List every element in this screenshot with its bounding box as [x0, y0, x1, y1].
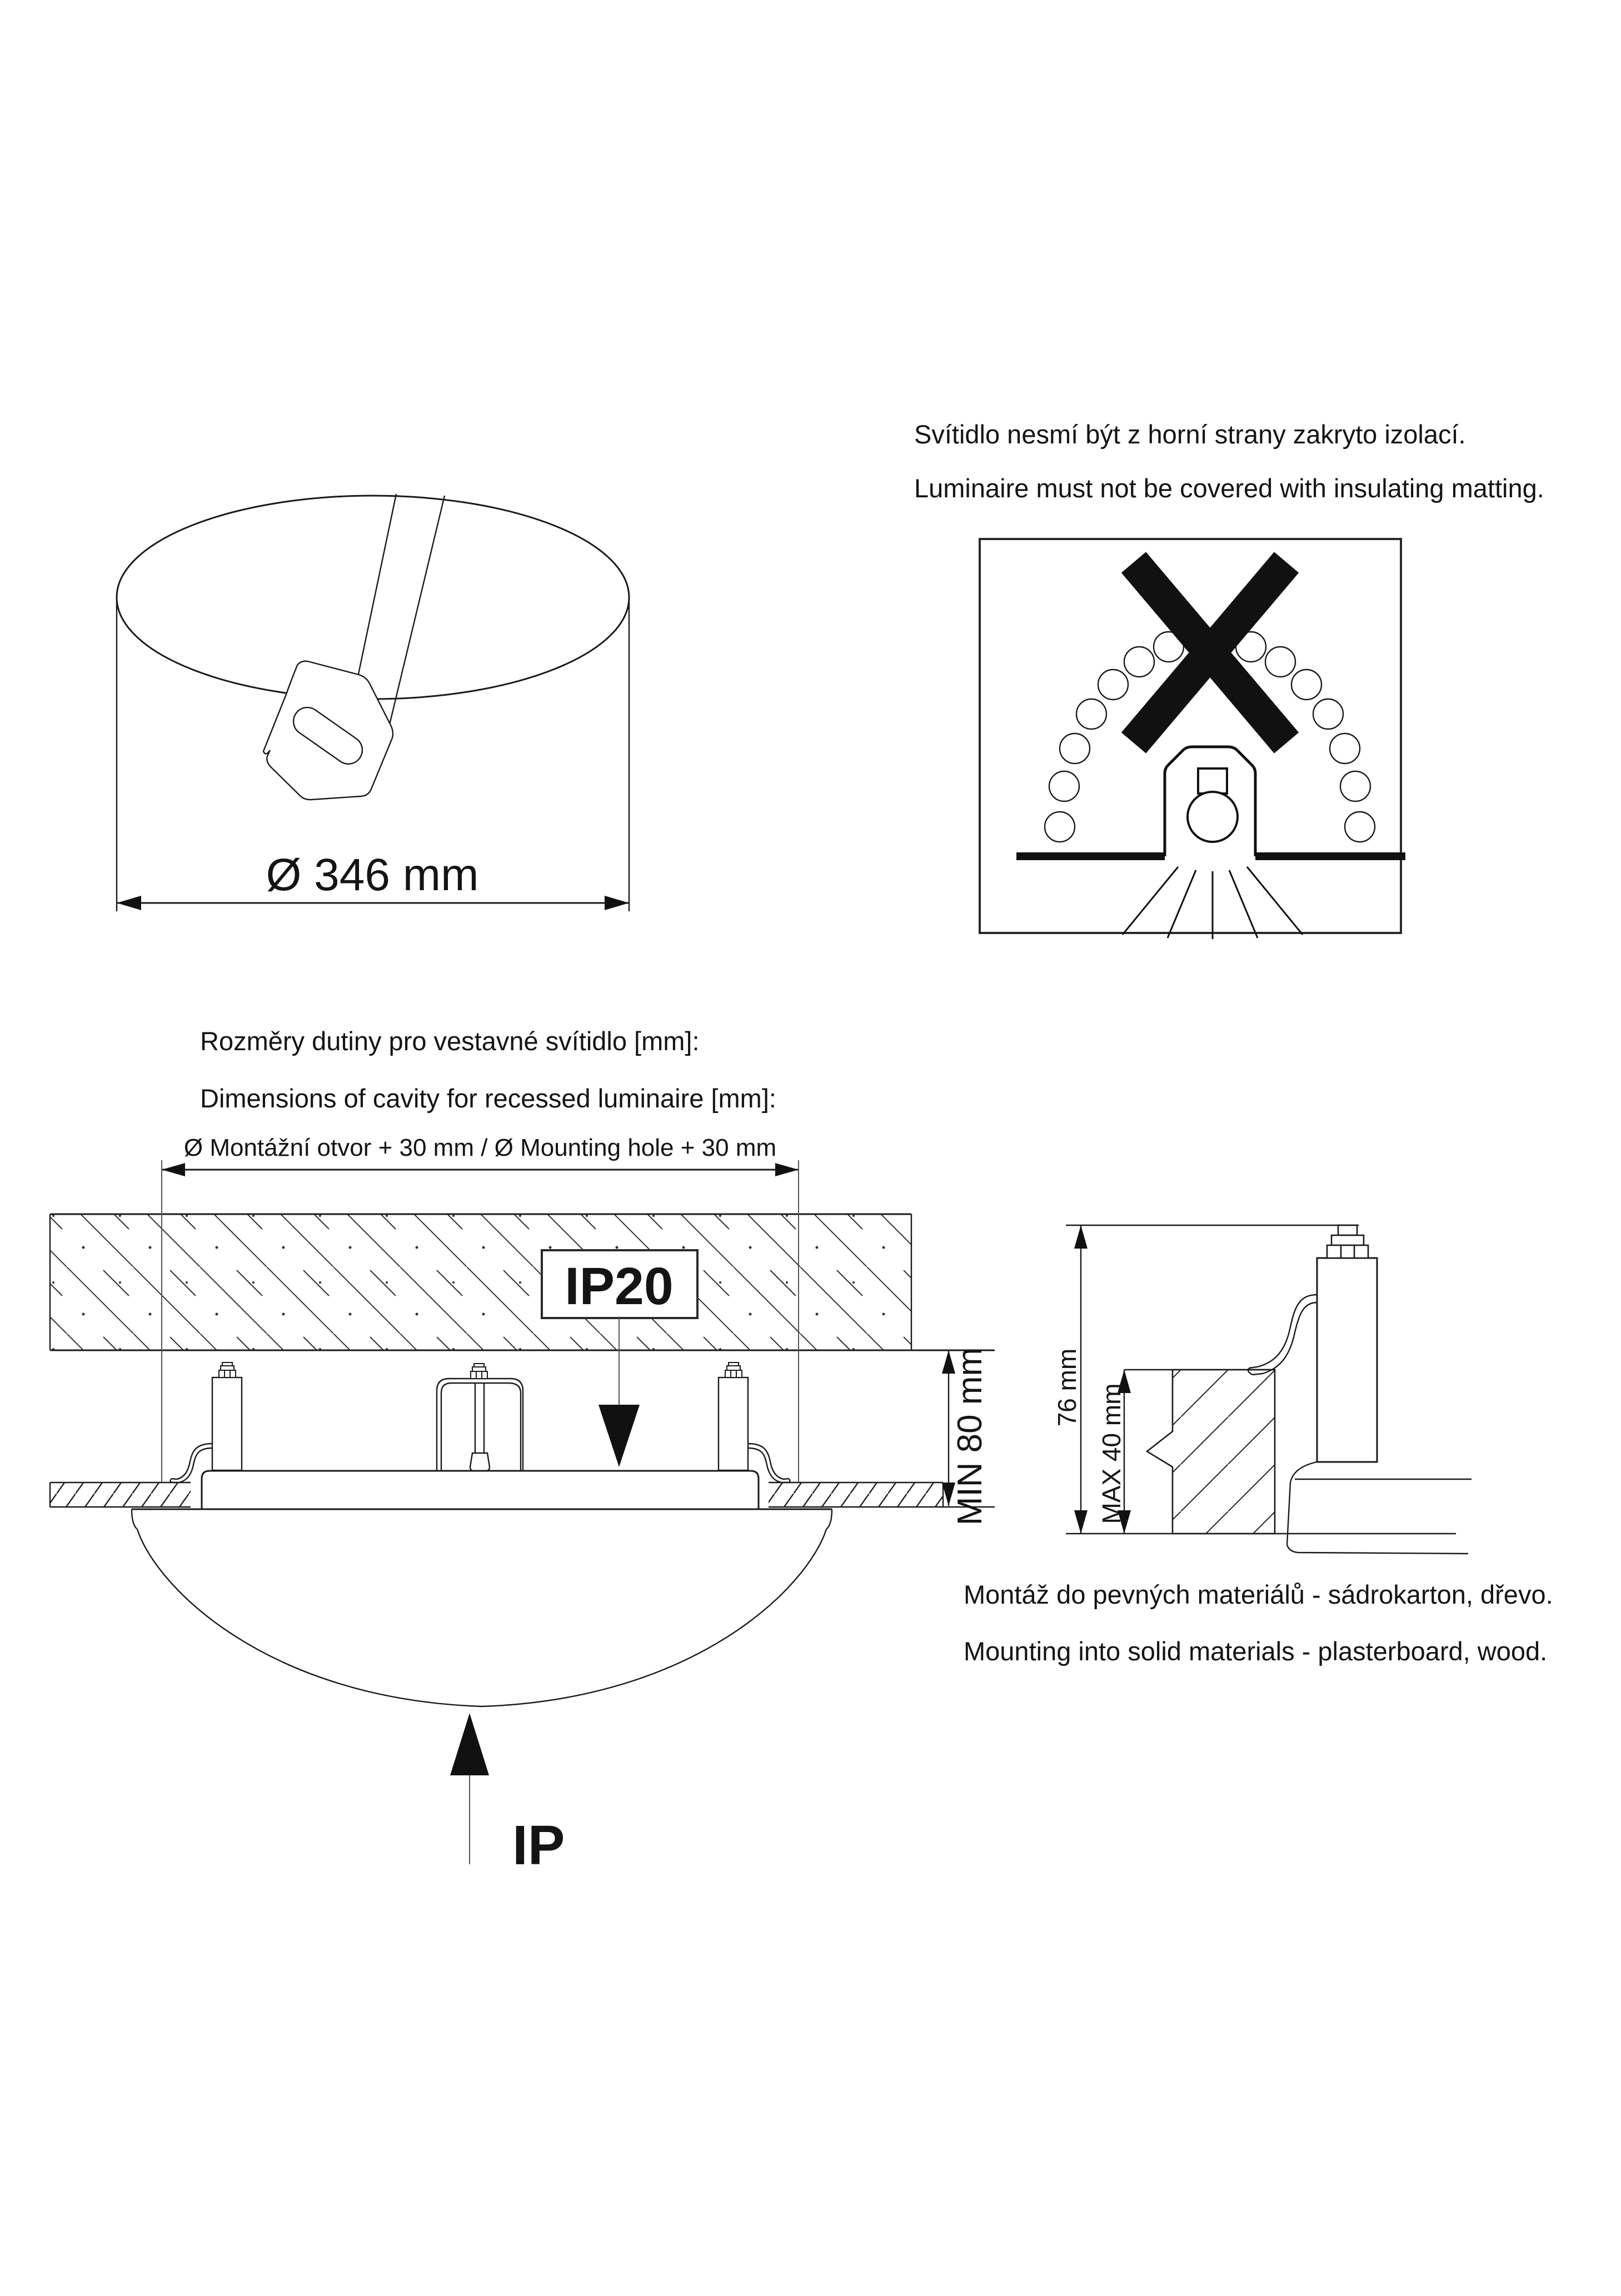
spring-clip-side — [1248, 1295, 1317, 1375]
luminaire-dome-outline — [117, 496, 629, 699]
panel-block — [1124, 1370, 1275, 1534]
diameter-dimension — [117, 850, 629, 910]
nut-stack-left — [219, 1362, 236, 1377]
luminaire-dome — [132, 1509, 832, 1706]
luminaire-side-profile — [1248, 1225, 1472, 1554]
panel-thickness-detail — [1053, 1225, 1472, 1554]
screw-nut-stacks — [219, 1362, 742, 1379]
bulb-icon — [1188, 792, 1238, 842]
panel-block-outline — [1147, 1370, 1275, 1534]
material-hatch — [50, 1214, 911, 1350]
flange-left-edge — [1287, 1462, 1317, 1545]
cavity-note — [200, 1026, 776, 1113]
recessed-luminaire-symbol — [1165, 747, 1255, 856]
warning-text-en: Luminaire must not be covered with insulating matting. — [914, 473, 1544, 503]
solid-material-band — [50, 1214, 995, 1350]
mounting-text-en: Mounting into solid materials - plasterboard, wood. — [964, 1636, 1548, 1666]
ceiling-line-right — [1255, 852, 1405, 860]
fixing-nut — [1327, 1225, 1368, 1258]
dome-bottom-line — [1287, 1545, 1468, 1554]
mounting-note — [964, 1580, 1553, 1666]
luminaire-top-view — [117, 494, 629, 911]
no-insulation-pictogram — [980, 539, 1405, 939]
spring-housing — [1317, 1258, 1377, 1462]
max-panel-dimension — [1097, 1370, 1131, 1534]
ip-callout — [450, 1713, 565, 1876]
ip20-callout — [542, 1250, 697, 1467]
cavity-text-en: Dimensions of cavity for recessed luminaire [mm]: — [200, 1084, 776, 1113]
ip20-label: IP20 — [565, 1257, 674, 1316]
dome-glass-outline — [137, 1529, 826, 1706]
recessed-mounting-cross-section — [50, 1134, 995, 1876]
luminaire-gear-tray — [171, 1362, 790, 1509]
ip-label: IP — [512, 1814, 565, 1876]
strap-edge — [358, 494, 396, 674]
insulation-warning — [914, 420, 1544, 939]
min-depth-dimension — [942, 1347, 989, 1525]
warning-text-cz: Svítidlo nesmí být z horní strany zakryto izolací. — [914, 420, 1466, 449]
mounting-hole-label: Ø Montážní otvor + 30 mm / Ø Mounting hole + 30 mm — [183, 1134, 777, 1161]
mounting-text-cz: Montáž do pevných materiálů - sádrokarton, dřevo. — [964, 1580, 1553, 1609]
mounting-hole-dimension — [162, 1134, 799, 1176]
spring-post-left — [212, 1377, 242, 1470]
nut-stack-right — [725, 1362, 742, 1377]
center-fixing-handle — [437, 1379, 523, 1471]
spring-post-right — [719, 1377, 748, 1470]
arrowhead-right — [605, 896, 629, 910]
tray-plate — [202, 1471, 759, 1509]
arrowhead-left — [117, 896, 141, 910]
overall-height-label: 76 mm — [1053, 1348, 1081, 1427]
lamp-base — [1198, 768, 1227, 793]
nut-stack-center — [471, 1364, 487, 1379]
ip-pointer-arrow — [450, 1713, 489, 1775]
cavity-text-cz: Rozměry dutiny pro vestavné svítidlo [mm]: — [200, 1026, 700, 1056]
max-panel-label: MAX 40 mm — [1097, 1383, 1126, 1524]
ceiling-line-left — [1016, 852, 1165, 860]
ip20-pointer-arrow — [598, 1405, 640, 1467]
strap-edge — [389, 496, 445, 727]
min-depth-label: MIN 80 mm — [951, 1347, 989, 1526]
diameter-label: Ø 346 mm — [266, 850, 479, 900]
